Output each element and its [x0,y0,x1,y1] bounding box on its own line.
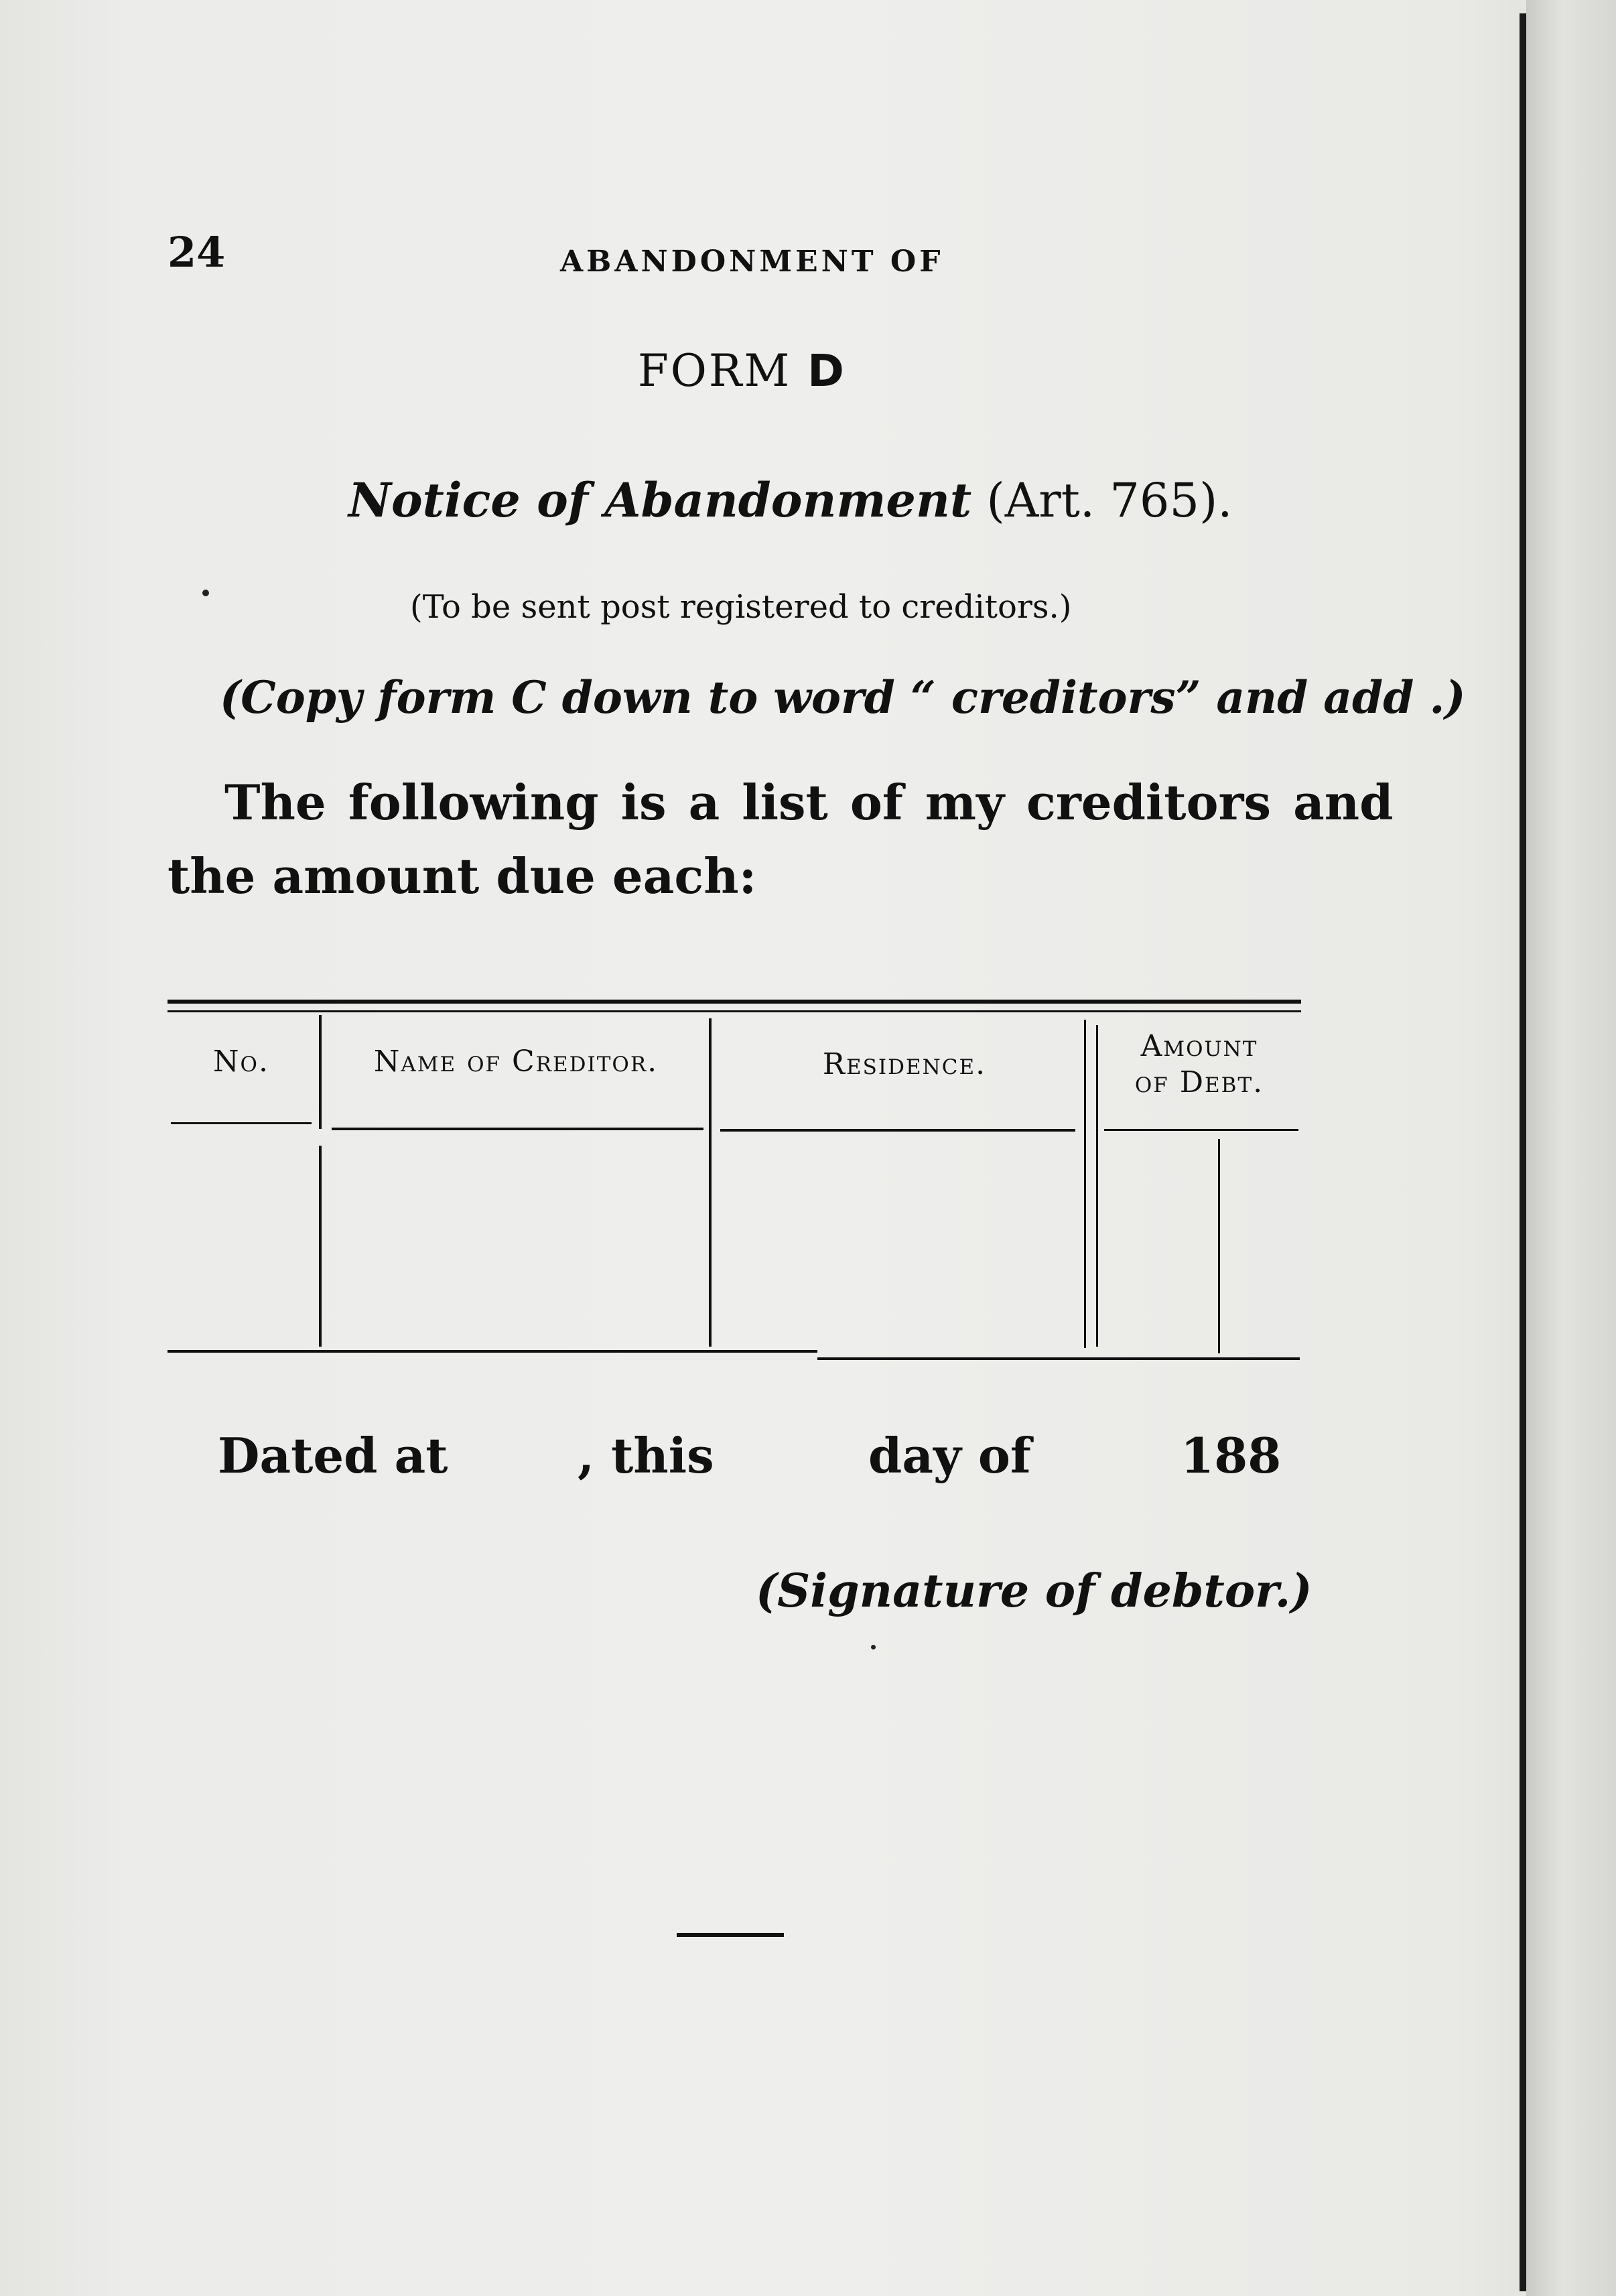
binding-shadow [1526,0,1616,2296]
header-amount-line-2: of Debt. [1134,1065,1264,1099]
print-speck [871,1645,876,1649]
year-label: 188 [1181,1427,1282,1484]
day-of-label: day of [868,1427,1031,1484]
body-text-line-1: The following is a list of my creditors and [224,774,1394,831]
table-bottom-rule-right [817,1357,1300,1360]
header-amount [1099,1028,1300,1101]
table-top-rule-1 [167,1000,1301,1004]
header-amount-line-1: Amount [1140,1029,1258,1063]
notice-heading [348,472,1233,528]
notice-title: Notice of Abandonment [348,472,972,528]
header-rule-name [332,1128,703,1130]
header-name-of-creditor: Name of Creditor. [373,1044,659,1079]
divider-no-name-lower [319,1146,322,1347]
dated-at-label: Dated at [218,1427,448,1484]
header-residence: Residence. [822,1047,987,1081]
running-head: ABANDONMENT OF [560,245,944,279]
form-title-letter: D [807,345,846,397]
sent-note: (To be sent post registered to creditors.) [410,588,1072,626]
body-text-line-2: the amount due each: [167,848,757,904]
form-title [638,345,846,397]
divider-residence-amount-1 [1084,1020,1086,1348]
notice-article-ref: (Art. 765). [971,473,1233,528]
divider-name-residence [709,1018,712,1347]
header-rule-amount [1104,1129,1298,1131]
table-bottom-rule-left [167,1350,817,1353]
header-no: No. [213,1044,269,1079]
page-binding-edge [1520,13,1526,2291]
signature-line: (Signature of debtor.) [756,1564,1312,1618]
divider-amount-cents [1218,1139,1220,1353]
this-label: , this [578,1427,714,1484]
print-speck [202,590,209,596]
table-top-rule-2 [167,1010,1301,1012]
copy-note: (Copy form C down to word “ creditors” and add .) [220,671,1466,724]
header-rule-no [171,1122,312,1124]
divider-no-name-upper [319,1015,322,1129]
form-title-word: FORM [638,345,792,397]
page-number: 24 [167,228,226,277]
header-rule-residence [720,1129,1075,1132]
closing-rule [677,1933,784,1937]
divider-residence-amount-2 [1096,1025,1098,1347]
